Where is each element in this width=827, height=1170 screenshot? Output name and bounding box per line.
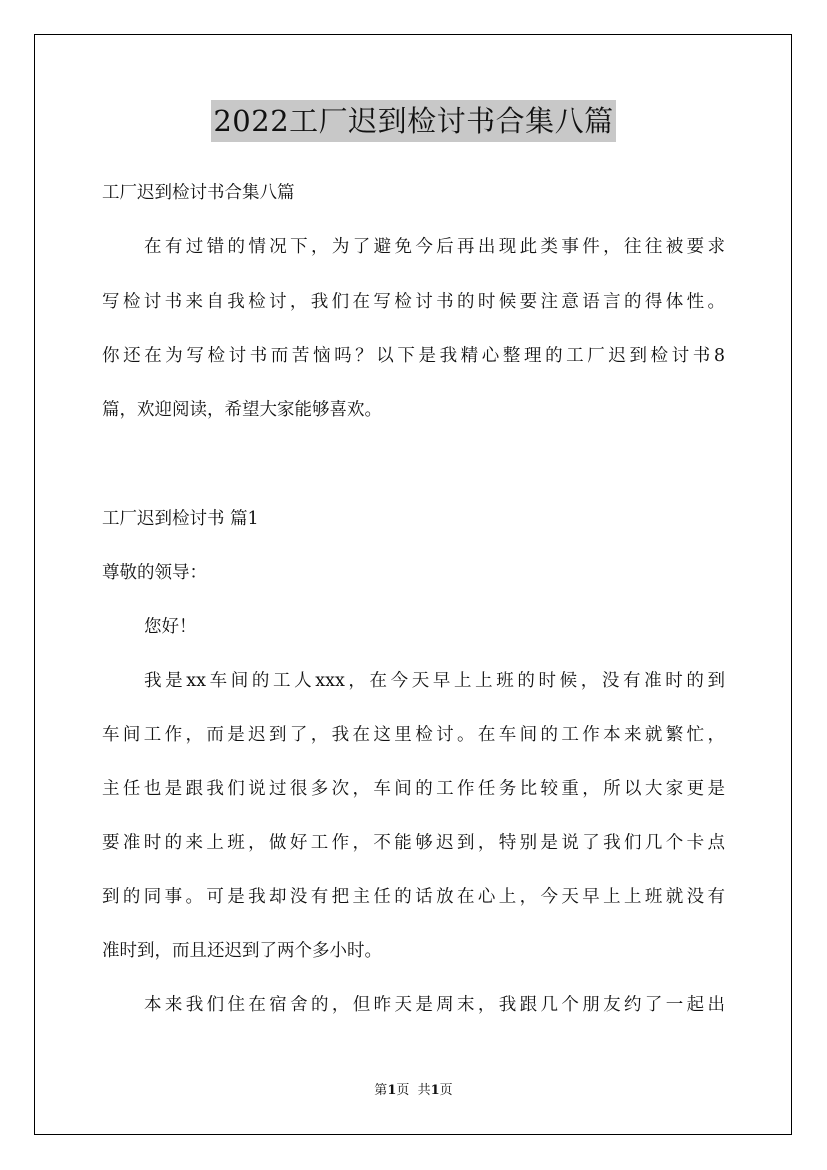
subtitle: 工厂迟到检讨书合集八篇 <box>102 183 295 203</box>
section-heading: 工厂迟到检讨书 篇1 <box>102 509 259 529</box>
footer-page-prefix: 第 <box>374 1083 388 1098</box>
document-title <box>0 100 827 142</box>
body-line-4: 要准时的来上班，做好工作，不能够迟到，特别是说了我们几个卡点 <box>102 833 725 853</box>
intro-line-4: 篇，欢迎阅读，希望大家能够喜欢。 <box>102 400 382 420</box>
footer-page-mid: 页 共 <box>396 1083 431 1098</box>
greeting: 您好！ <box>144 617 197 637</box>
intro-line-3: 你还在为写检讨书而苦恼吗？以下是我精心整理的工厂迟到检讨书8 <box>102 346 725 366</box>
footer-page-total: 1 <box>430 1083 440 1098</box>
document-title-text: 2022工厂迟到检讨书合集八篇 <box>211 100 615 142</box>
body-line-2: 车间工作，而是迟到了，我在这里检讨。在车间的工作本来就繁忙， <box>102 725 725 745</box>
body-line-7: 本来我们住在宿舍的，但昨天是周末，我跟几个朋友约了一起出 <box>144 995 725 1015</box>
intro-line-2: 写检讨书来自我检讨，我们在写检讨书的时候要注意语言的得体性。 <box>102 292 725 312</box>
page-footer <box>0 1082 827 1100</box>
salutation: 尊敬的领导： <box>102 563 207 583</box>
body-line-1: 我是xx车间的工人xxx，在今天早上上班的时候，没有准时的到 <box>144 671 725 691</box>
body-line-5: 到的同事。可是我却没有把主任的话放在心上，今天早上上班就没有 <box>102 887 725 907</box>
body-line-6: 准时到，而且还迟到了两个多小时。 <box>102 941 382 961</box>
intro-line-1: 在有过错的情况下，为了避免今后再出现此类事件，往往被要求 <box>144 237 725 257</box>
footer-page-number: 1 <box>387 1083 397 1098</box>
body-line-3: 主任也是跟我们说过很多次，车间的工作任务比较重，所以大家更是 <box>102 779 725 799</box>
footer-page-suffix: 页 <box>439 1083 453 1098</box>
